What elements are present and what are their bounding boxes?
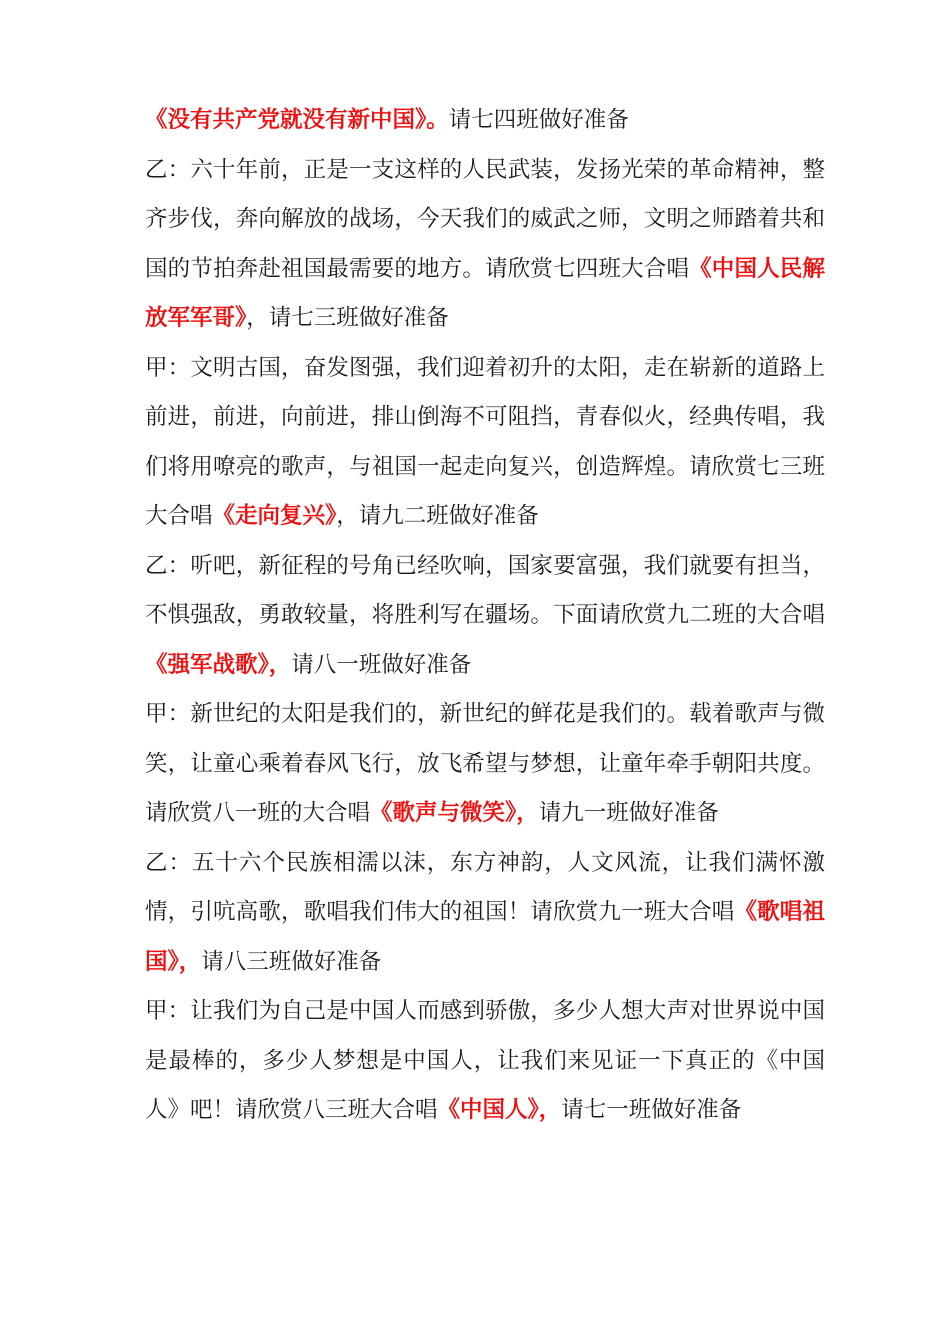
paragraph-4 <box>145 690 825 839</box>
text-segment: 《中国人》， <box>437 1097 562 1123</box>
text-segment: 甲：新世纪的太阳是我们的，新世纪的鲜花是我们的。载着歌声与微笑，让童心乘着春风飞行，放飞希望与梦想，让童年牵手朝阳共度。请欣赏八一班的大合唱 <box>145 701 825 826</box>
text-segment: 《走向复兴》 <box>212 503 337 529</box>
text-segment: 《中国人民解放军军哥》 <box>145 255 825 331</box>
text-segment: 请九一班做好准备 <box>538 800 719 826</box>
text-segment: 请七四班做好准备 <box>448 107 629 133</box>
text-segment: 《歌唱祖国》， <box>145 899 825 975</box>
paragraph-0 <box>145 96 825 146</box>
text-segment: 甲：让我们为自己是中国人而感到骄傲，多少人想大声对世界说中国是最棒的，多少人梦想是中国人，让我们来见证一下真正的《中国人》吧！请欣赏八三班大合唱 <box>145 998 825 1123</box>
paragraph-1 <box>145 146 825 344</box>
text-segment: 乙：六十年前，正是一支这样的人民武装，发扬光荣的革命精神，整齐步伐，奔向解放的战场，今天我们的威武之师，文明之师踏着共和国的节拍奔赴祖国最需要的地方。请欣赏七四班大合唱 <box>145 156 825 282</box>
text-segment: ，请七三班做好准备 <box>246 305 449 331</box>
text-segment: 《没有共产党就没有新中国》。 <box>145 107 449 133</box>
text-segment: 乙：听吧，新征程的号角已经吹响，国家要富强，我们就要有担当，不惧强敌，勇敢较量，将胜利写在疆场。下面请欣赏九二班的大合唱 <box>145 552 825 628</box>
text-segment: 请八三班做好准备 <box>201 948 382 975</box>
paragraph-2 <box>145 344 825 542</box>
text-segment: 乙：五十六个民族相濡以沫，东方神韵，人文风流，让我们满怀激情，引吭高歌，歌唱我们伟大的祖国！请欣赏九一班大合唱 <box>145 849 825 925</box>
text-segment: 《歌声与微笑》， <box>370 800 539 826</box>
paragraph-3 <box>145 542 825 691</box>
document-body <box>145 96 825 1136</box>
text-segment: 《强军战歌》， <box>145 651 292 678</box>
paragraph-5 <box>145 839 825 988</box>
text-segment: 请七一班做好准备 <box>561 1097 742 1123</box>
text-segment: 请八一班做好准备 <box>291 651 472 678</box>
text-segment: ，请九二班做好准备 <box>336 503 539 529</box>
paragraph-6 <box>145 987 825 1136</box>
text-segment: 甲：文明古国，奋发图强，我们迎着初升的太阳，走在崭新的道路上前进，前进，向前进，排山倒海不可阻挡，青春似火，经典传唱，我们将用嘹亮的歌声，与祖国一起走向复兴，创造辉煌。请欣赏七三班大合唱 <box>145 354 825 529</box>
